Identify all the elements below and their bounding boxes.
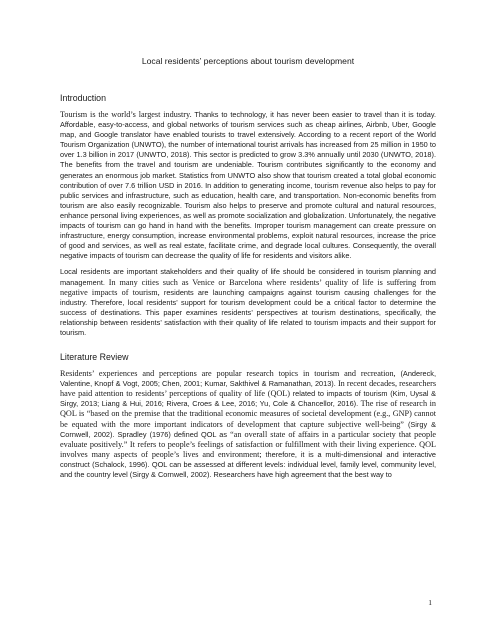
text-run: residents are launching campaigns against tourism causing challenges for the industry. Therefore, local residents’ support for tourism development could be a critical factor to determine the success of destinations. This paper examines residents’ perspectives at tourism destinations, specifically, the relationship between residents’ satisfaction with their quality of life related to tourism impacts and their support for tourism. [60,287,436,337]
section [60,93,436,338]
text-run: Local residents are important stakeholders and their quality of life should be considered in tourism planning and management. [60,267,436,287]
text-run: Tourism is the world’s largest industry. [60,110,192,119]
text-run: The rise of research in QOL is “based on the premise that the traditional economic measures of societal development (e.g., GNP) cannot be equated with the more important indicators of development that capture subjective well-being” [60,399,436,429]
text-run: In many cities such as Venice or Barcelona where residents’ quality of life is suffering from negative impacts of tourism, [60,277,436,297]
text-run: Residents’ experiences and perceptions are popular research topics in tourism and recreation, [60,369,396,379]
paragraph [60,110,436,261]
text-run: In recent decades, researchers have paid attention to residents’ perceptions of quality of life (QOL) [60,379,436,399]
section-heading: Literature Review [60,352,129,363]
text-run: (Sirgy & Cornwell, 2002). Spradley (1976) defined QOL as [60,419,437,439]
paragraph [60,267,436,338]
text-run: Thanks to technology, it has never been easier to travel than it is today. Affordable, easy-to-access, and global networks of tourism services such as cheap airlines, Airbnb, Uber, Google map, and Google translator have enabled tourists to travel extensively. According to a recent report of the World Tourism Organization (UNWTO), the number of international tourist arrivals has increased from 25 million in 1950 to over 1.3 billion in 2017 (UNWTO, 2018). This sector is predicted to grow 3.3% annually until 2030 (UNWTO, 2018). The benefits from the travel and tourism are undeniable. Tourism contributes significantly to the economy and generates an enormous job market. Statistics from UNWTO also show that tourism created a total global economic contribution of over 7.6 trillion USD in 2016. In addition to generating income, tourism revenue also helps to pay for public services and infrastructure, such as education, health care, and transportation. Non-economic benefits from tourism are also easily recognizable. Tourism also helps to preserve and promote cultural and natural resources, enhance personal living experiences, as well as promote socialization and globalization. Unfortunately, the negative impacts of tourism can go hand in hand with the benefits. Improper tourism management can create pressure on infrastructure, energy consumption, increase environmental problems, exploit natural resources, increase the price of good and services, as well as real estate, facilitate crime, and degrade local cultures. Consequently, the overall negative impacts of tourism can decrease the quality of life for residents and visitors alike. [60,110,437,261]
section [60,352,436,480]
text-run: It refers to people’s feelings of satisfaction or fulfillment with their living experience. QOL involves many aspects of people’s lives and environment; [60,439,436,459]
document-title: Local residents’ perceptions about tourism development [141,56,355,66]
paragraph [60,369,436,480]
text-run: “an overall state of affairs in a particular society that people evaluate positively.” [60,429,436,449]
document-body [60,93,436,480]
section-heading: Introduction [60,93,106,103]
page-number: 1 [428,598,432,607]
text-run: (Andereck, Valentine, Knopf & Vogt, 2005; Chen, 2001; Kumar, Sakthivel & Ramanathan, 2013). [60,369,436,389]
text-run: therefore, it is a multi-dimensional and interactive construct (Schalock, 1996). QOL can be assessed at different levels: individual level, family level, community level, and the country level (Sirgy & Cornwell, 2002). Researchers have high agreement that the best way to [60,449,436,479]
text-run: related to impacts of tourism (Kim, Uysal & Sirgy, 2013; Liang & Hui, 2016; Rivera, Croes & Lee, 2016; Yu, Cole & Chancellor, 2016). [60,389,436,409]
